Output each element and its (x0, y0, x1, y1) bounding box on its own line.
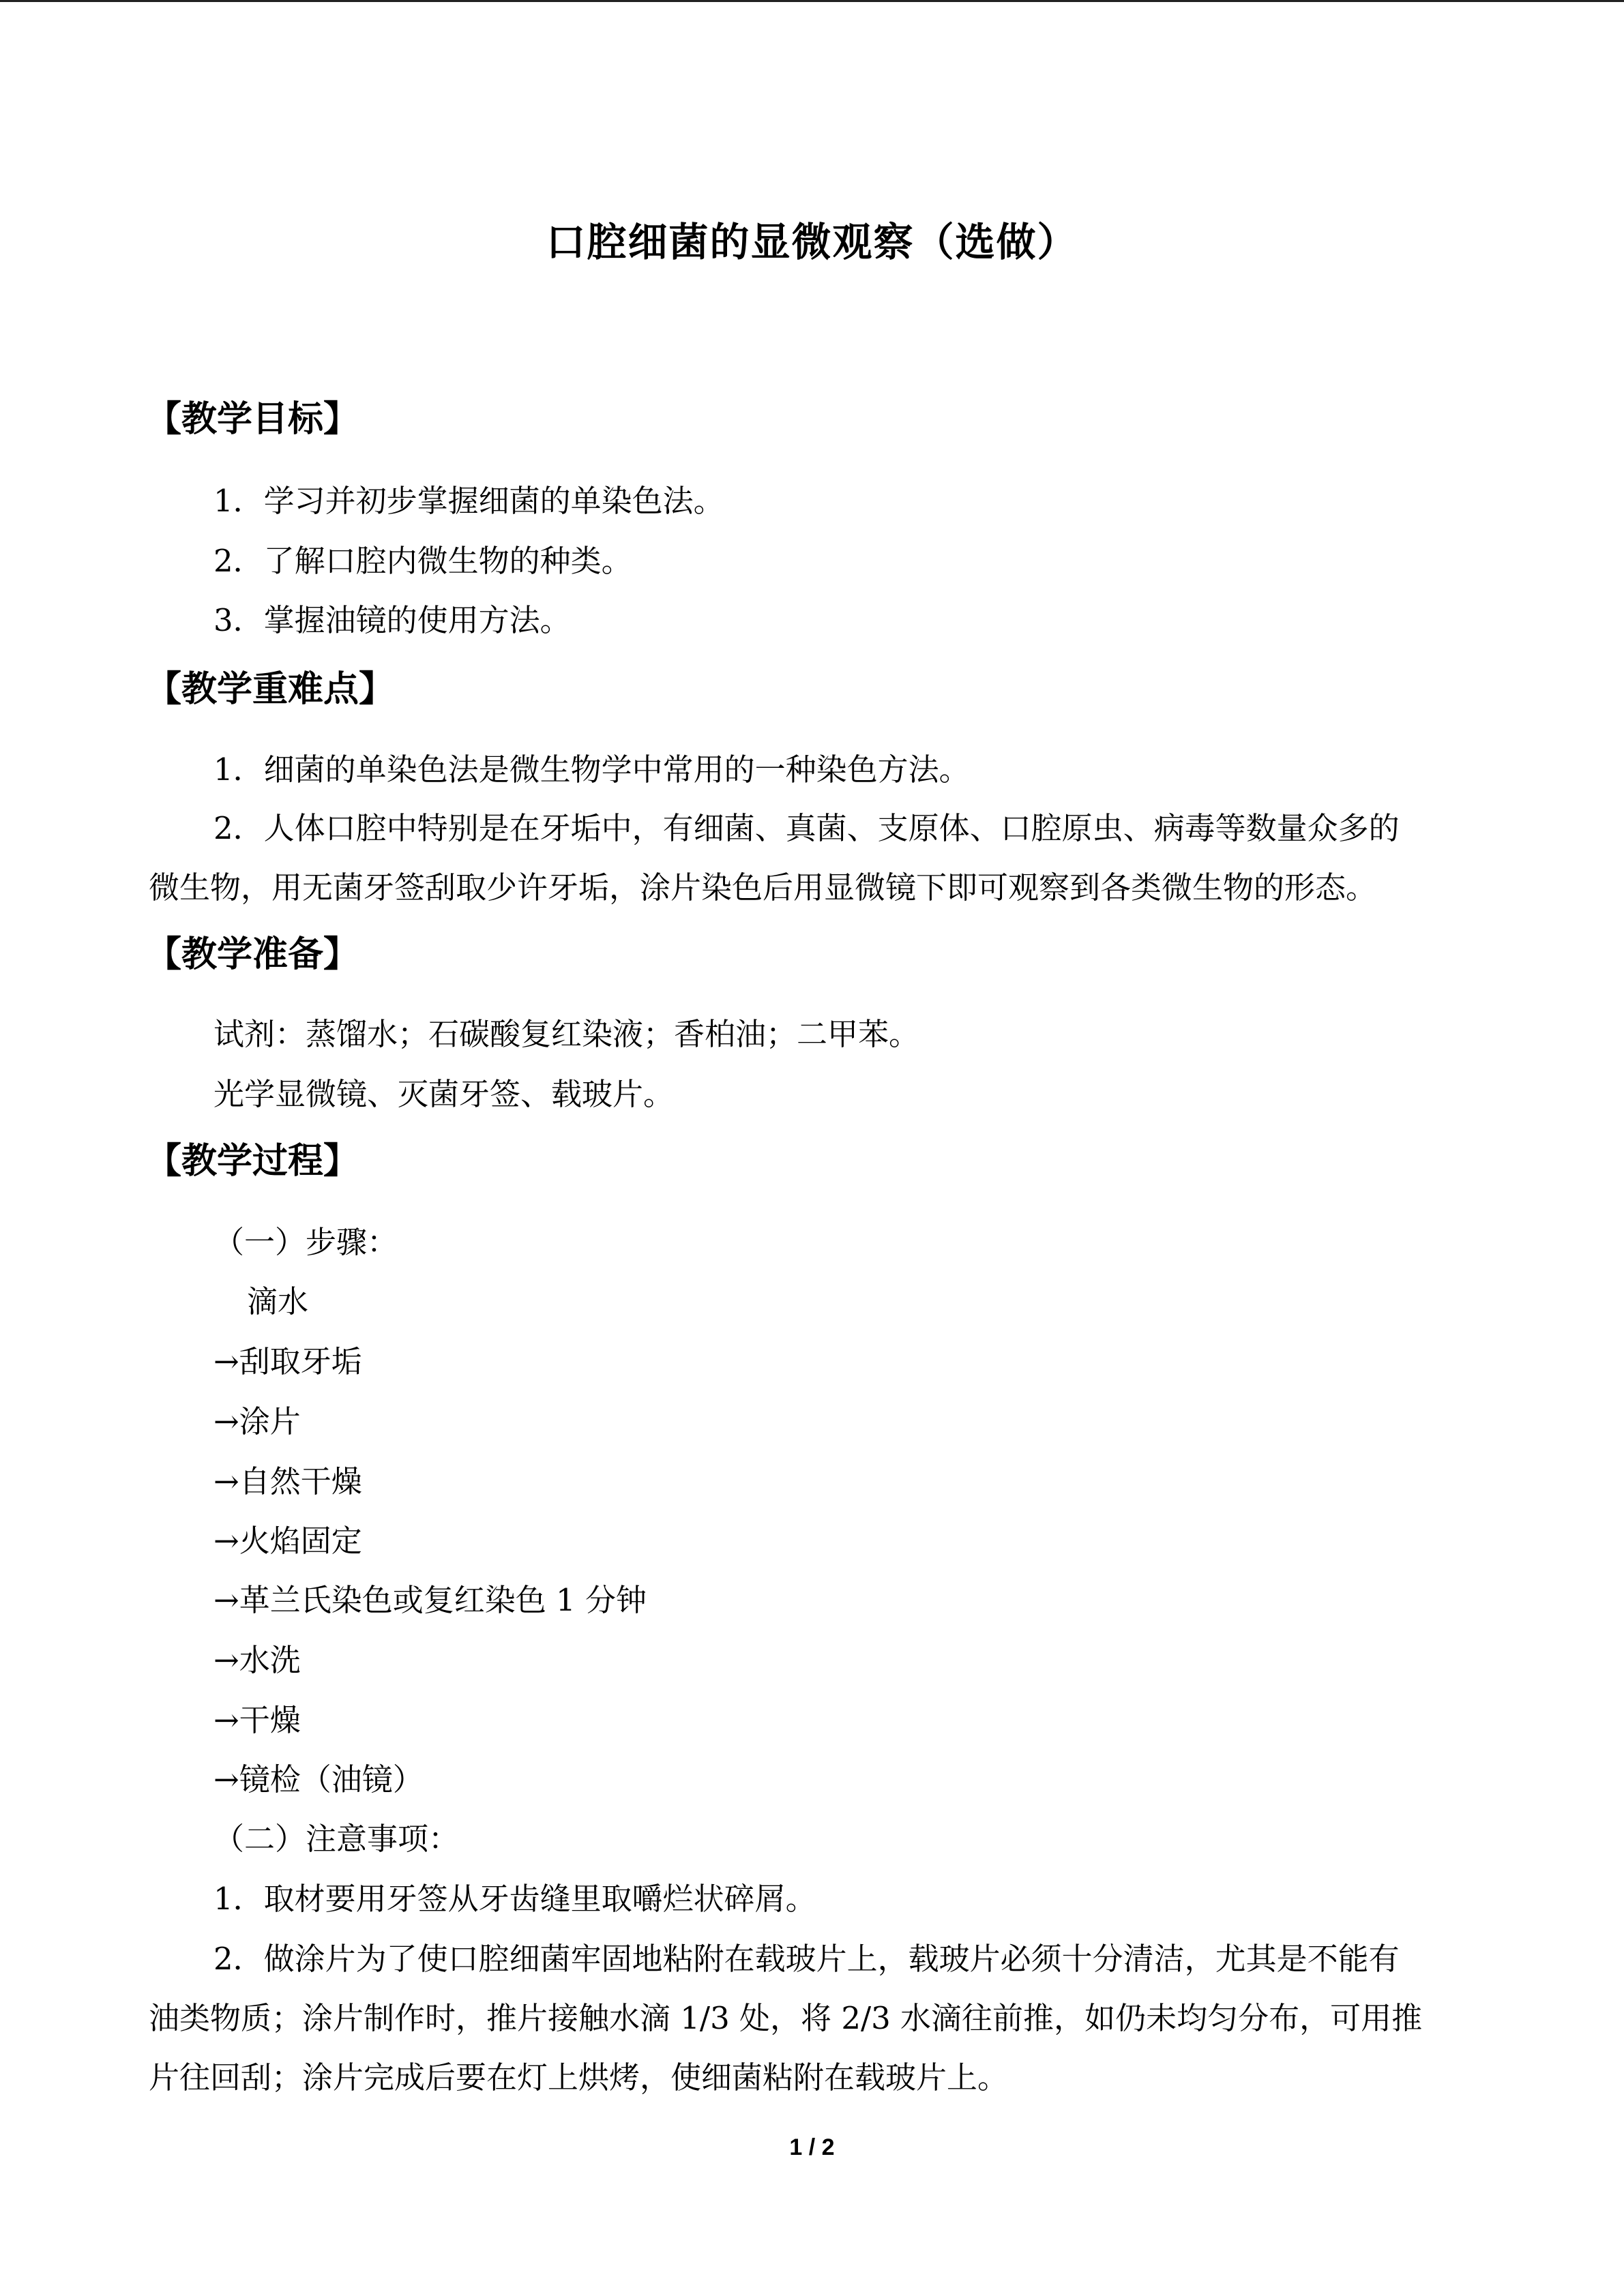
objective-item-1: 1．学习并初步掌握细菌的单染色法。 (213, 483, 724, 519)
note-1: 1．取材要用牙签从牙齿缝里取嚼烂状碎屑。 (213, 1881, 816, 1917)
key-point-2-line-1: 2．人体口腔中特别是在牙垢中，有细菌、真菌、支原体、口腔原虫、病毒等数量众多的 (213, 810, 1400, 846)
steps-title: （一）步骤： (213, 1224, 398, 1260)
page-title: 口腔细菌的显微观察（选做） (546, 219, 1078, 265)
step-item: →自然干燥 (213, 1463, 362, 1500)
key-point-2-line-2: 微生物，用无菌牙签刮取少许牙垢，涂片染色后用显微镜下即可观察到各类微生物的形态。 (149, 869, 1377, 906)
step-item: →革兰氏染色或复红染色 1 分钟 (213, 1582, 647, 1618)
heading-objectives: 【教学目标】 (146, 399, 359, 440)
step-item: →涂片 (213, 1403, 301, 1440)
step-item: →刮取牙垢 (213, 1343, 362, 1380)
top-border (0, 0, 1624, 2)
heading-process: 【教学过程】 (146, 1141, 359, 1182)
note-2-line-3: 片往回刮；涂片完成后要在灯上烘烤，使细菌粘附在载玻片上。 (149, 2059, 1009, 2096)
note-2-line-2: 油类物质；涂片制作时，推片接触水滴 1/3 处，将 2/3 水滴往前推，如仍未均匀分布，可用推 (149, 2000, 1423, 2036)
preparation-equipment: 光学显微镜、灭菌牙签、载玻片。 (213, 1076, 675, 1112)
key-point-1: 1．细菌的单染色法是微生物学中常用的一种染色方法。 (213, 751, 970, 788)
step-item: →镜检（油镜） (213, 1761, 424, 1798)
objective-item-3: 3．掌握油镜的使用方法。 (213, 602, 571, 638)
note-2-line-1: 2．做涂片为了使口腔细菌牢固地粘附在载玻片上，载玻片必须十分清洁，尤其是不能有 (213, 1941, 1400, 1977)
page-number: 1 / 2 (789, 2134, 835, 2160)
step-item: →水洗 (213, 1642, 301, 1678)
objective-item-2: 2．了解口腔内微生物的种类。 (213, 543, 632, 579)
step-item: →火焰固定 (213, 1523, 362, 1559)
preparation-reagents: 试剂：蒸馏水；石碳酸复红染液；香柏油；二甲苯。 (213, 1016, 920, 1052)
step-first: 滴水 (247, 1283, 309, 1320)
heading-key-points: 【教学重难点】 (146, 669, 395, 710)
step-item: →干燥 (213, 1702, 301, 1738)
notes-title: （二）注意事项： (213, 1821, 460, 1857)
heading-preparation: 【教学准备】 (146, 934, 359, 975)
